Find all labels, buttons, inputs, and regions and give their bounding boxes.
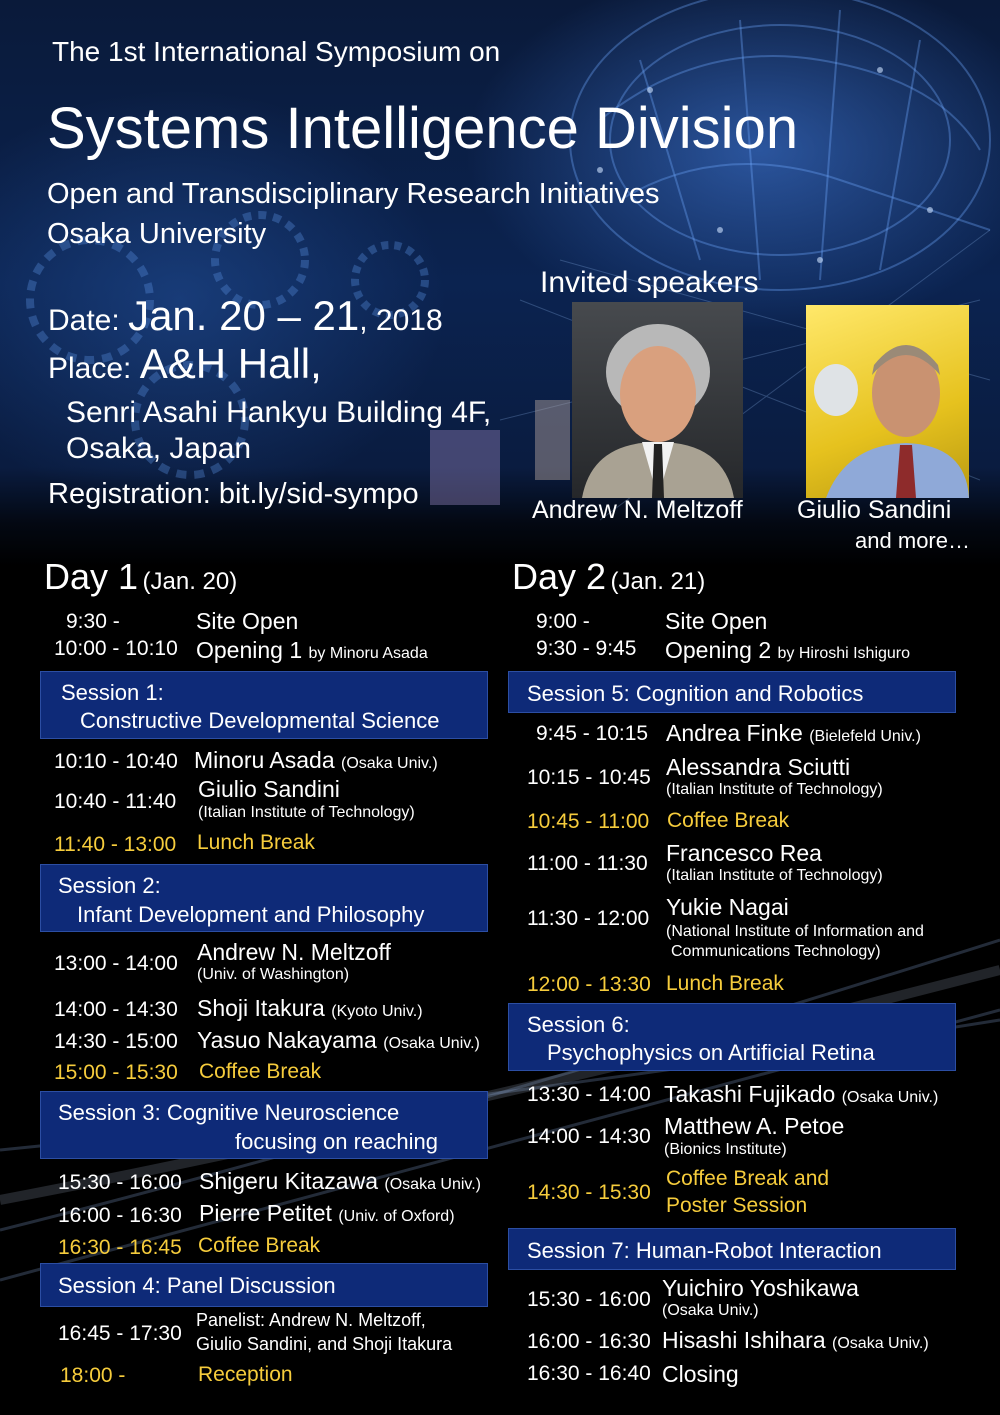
session-title: Session 4: Panel Discussion: [58, 1273, 336, 1298]
speaker-affiliation-cont: Communications Technology): [671, 943, 881, 960]
speaker-name-meltzoff: Andrew N. Meltzoff: [532, 496, 743, 524]
time-label: 15:00 - 15:30: [54, 1061, 178, 1084]
speaker-name: Yasuo Nakayama: [197, 1027, 377, 1053]
time-label: 9:00 -: [536, 610, 590, 633]
time-label: 13:00 - 14:00: [54, 952, 178, 975]
speaker-name: Shigeru Kitazawa: [199, 1168, 378, 1194]
pretitle: The 1st International Symposium on: [52, 36, 501, 67]
break-item: Lunch Break: [666, 972, 784, 995]
program-item: Site Open: [196, 608, 299, 634]
time-label: 11:40 - 13:00: [54, 833, 177, 856]
program-item: Closing: [662, 1361, 739, 1387]
session-title: Session 5: Cognition and Robotics: [527, 681, 864, 706]
place-label: Place:: [48, 352, 132, 385]
speaker-photo-sandini: [806, 305, 969, 498]
opening-by: by Minoru Asada: [308, 645, 428, 662]
time-label: 15:30 - 16:00: [58, 1171, 182, 1194]
session-title: Session 2:: [58, 873, 161, 898]
day1-date: (Jan. 20): [142, 568, 238, 595]
opening-by: by Hiroshi Ishiguro: [777, 645, 911, 662]
session-bar: [508, 1003, 956, 1071]
break-item: Coffee Break: [667, 809, 790, 832]
time-label: 13:30 - 14:00: [527, 1083, 651, 1106]
registration-link[interactable]: Registration: bit.ly/sid-sympo: [48, 478, 419, 510]
program-item: [666, 720, 921, 747]
session-bar: [40, 864, 488, 932]
address-line1: Senri Asahi Hankyu Building 4F,: [66, 396, 492, 429]
speaker-affiliation: (Kyoto Univ.): [331, 1003, 423, 1020]
speaker-photo-meltzoff: [572, 302, 743, 498]
session-bar: [40, 1091, 488, 1159]
program-item: [197, 995, 423, 1022]
date-row: [48, 292, 443, 340]
day2-heading: [512, 556, 705, 598]
speaker-name: Pierre Petitet: [199, 1200, 332, 1226]
program-item: [199, 1200, 455, 1227]
time-label: 16:00 - 16:30: [527, 1330, 651, 1353]
speaker-name: Andrea Finke: [666, 720, 803, 746]
time-label: 14:30 - 15:00: [54, 1030, 178, 1053]
break-item: Coffee Break and: [666, 1167, 830, 1190]
session-bar: [508, 671, 956, 713]
speaker-affiliation: (Osaka Univ.): [384, 1176, 481, 1193]
speaker-affiliation: (National Institute of Information and: [666, 923, 924, 940]
speaker-affiliation: (Osaka Univ.): [662, 1302, 759, 1319]
time-label: 10:00 - 10:10: [54, 637, 178, 660]
time-label: 10:45 - 11:00: [527, 810, 650, 833]
program-item: [662, 1327, 929, 1354]
speaker-affiliation: (Osaka Univ.): [383, 1035, 480, 1052]
time-label: 10:15 - 10:45: [527, 766, 651, 789]
time-label: 16:00 - 16:30: [58, 1204, 182, 1227]
speaker-name: Yukie Nagai: [666, 894, 789, 920]
speaker-affiliation: (Osaka Univ.): [832, 1335, 929, 1352]
speaker-affiliation: (Italian Institute of Technology): [666, 867, 883, 884]
program-item: Site Open: [665, 608, 768, 634]
speaker-name: Matthew A. Petoe: [664, 1113, 845, 1139]
speaker-affiliation: (Univ. of Oxford): [338, 1208, 455, 1225]
break-item: Coffee Break: [199, 1060, 322, 1083]
date-year: , 2018: [359, 304, 443, 337]
place-value: A&H Hall,: [139, 340, 322, 387]
invited-speakers-heading: Invited speakers: [540, 266, 759, 299]
speaker-name: Andrew N. Meltzoff: [197, 939, 391, 965]
opening-title: Opening 1: [196, 637, 303, 663]
program-item: [664, 1081, 938, 1108]
session-title: Session 3: Cognitive Neuroscience: [58, 1100, 400, 1125]
session-subtitle: Psychophysics on Artificial Retina: [547, 1040, 875, 1065]
session-subtitle: Constructive Developmental Science: [80, 708, 440, 733]
speaker-name: Takashi Fujikado: [664, 1081, 836, 1107]
session-title: Session 6:: [527, 1012, 630, 1037]
time-label: 16:45 - 17:30: [58, 1322, 182, 1345]
time-label: 10:40 - 11:40: [54, 790, 177, 813]
session-bar: [40, 1263, 488, 1307]
program-item: [196, 637, 428, 664]
speaker-name: Hisashi Ishihara: [662, 1327, 826, 1353]
speaker-affiliation: (Italian Institute of Technology): [666, 781, 883, 798]
session-title: Session 1:: [61, 680, 164, 705]
speaker-affiliation: (Bionics Institute): [664, 1141, 787, 1158]
day1-heading: [44, 556, 237, 598]
time-label: 10:10 - 10:40: [54, 750, 178, 773]
page-title: Systems Intelligence Division: [47, 96, 799, 161]
address-line2: Osaka, Japan: [66, 432, 252, 465]
speaker-affiliation: (Italian Institute of Technology): [198, 804, 415, 821]
and-more-note: and more…: [855, 528, 970, 553]
speaker-affiliation: (Bielefeld Univ.): [809, 728, 921, 745]
place-row: [48, 340, 322, 388]
poster-session-item: Poster Session: [666, 1194, 808, 1217]
speaker-name: Yuichiro Yoshikawa: [662, 1275, 859, 1301]
speaker-name: Minoru Asada: [194, 747, 335, 773]
session-bar: [508, 1228, 956, 1270]
time-label: 14:00 - 14:30: [54, 998, 178, 1021]
panelists-line1: Panelist: Andrew N. Meltzoff,: [196, 1310, 426, 1330]
time-label: 18:00 -: [60, 1364, 126, 1387]
speaker-name: Giulio Sandini: [198, 776, 340, 802]
speaker-name: Alessandra Sciutti: [666, 754, 851, 780]
time-label: 9:30 - 9:45: [536, 637, 637, 660]
opening-title: Opening 2: [665, 637, 772, 663]
time-label: 14:00 - 14:30: [527, 1125, 651, 1148]
time-label: 11:30 - 12:00: [527, 907, 650, 930]
reception-item: Reception: [198, 1363, 293, 1386]
date-label: Date:: [48, 304, 120, 337]
day2-date: (Jan. 21): [610, 568, 706, 595]
time-label: 14:30 - 15:30: [527, 1181, 651, 1204]
day1-title: Day 1: [44, 556, 139, 597]
time-label: 9:30 -: [66, 610, 120, 633]
session-subtitle: focusing on reaching: [235, 1129, 439, 1154]
session-bar: [40, 671, 488, 739]
day2-title: Day 2: [512, 556, 607, 597]
program-item: [197, 1027, 480, 1054]
time-label: 15:30 - 16:00: [527, 1288, 651, 1311]
subtitle-line1: Open and Transdisciplinary Research Initiatives: [47, 178, 660, 210]
date-value: Jan. 20 – 21: [128, 292, 360, 339]
time-label: 12:00 - 13:30: [527, 973, 651, 996]
session-subtitle: Infant Development and Philosophy: [77, 902, 425, 927]
program-item: [199, 1168, 481, 1195]
program-item: [194, 747, 438, 774]
time-label: 11:00 - 11:30: [527, 852, 648, 875]
speaker-affiliation: (Univ. of Washington): [197, 966, 350, 983]
subtitle-line2: Osaka University: [47, 218, 267, 250]
speaker-name: Shoji Itakura: [197, 995, 325, 1021]
speaker-affiliation: (Osaka Univ.): [841, 1089, 939, 1106]
session-title: Session 7: Human-Robot Interaction: [527, 1238, 882, 1263]
speaker-name: Francesco Rea: [666, 840, 822, 866]
program-item: [665, 637, 910, 664]
break-item: Coffee Break: [198, 1234, 321, 1257]
panelists-line2: Giulio Sandini, and Shoji Itakura: [196, 1334, 453, 1354]
break-item: Lunch Break: [197, 831, 315, 854]
speaker-affiliation: (Osaka Univ.): [341, 755, 438, 772]
time-label: 16:30 - 16:45: [58, 1236, 182, 1259]
time-label: 9:45 - 10:15: [536, 722, 649, 745]
speaker-name-sandini: Giulio Sandini: [797, 496, 952, 524]
time-label: 16:30 - 16:40: [527, 1362, 651, 1385]
